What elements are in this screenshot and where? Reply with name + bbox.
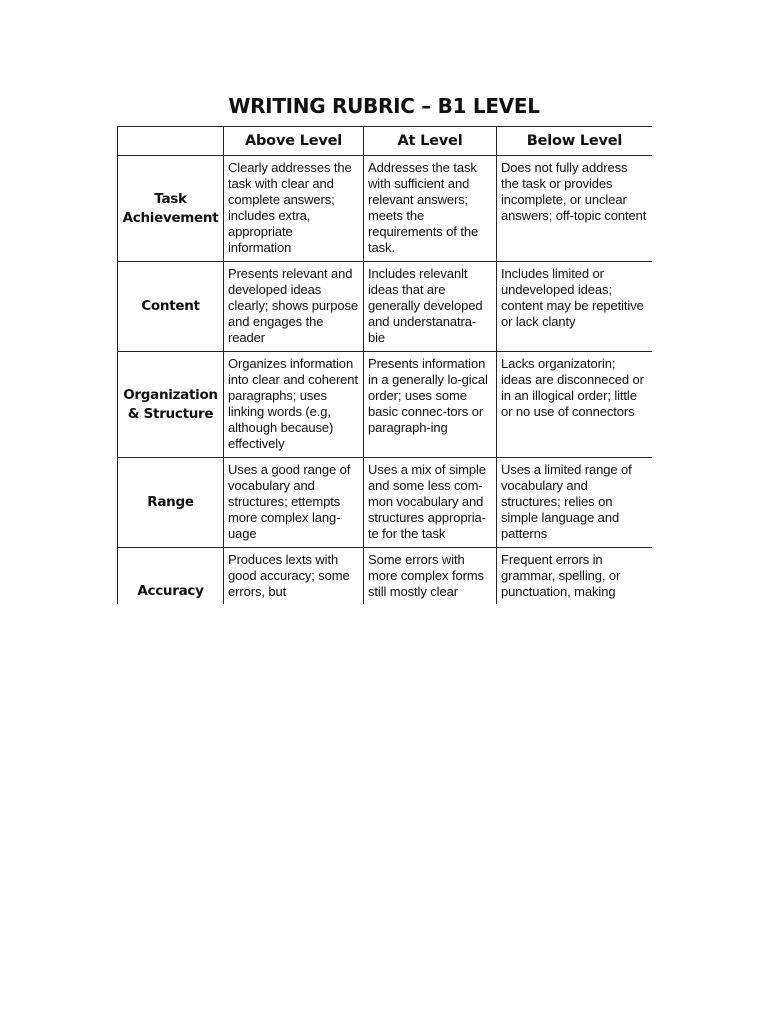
below-level-cell: Lacks organizatorin; ideas are disconneced or in an illogical order; little or no use of connectors: [497, 352, 653, 458]
rubric-table: [117, 126, 652, 604]
criterion-cell: [118, 156, 224, 262]
header-cell-criterion: [118, 127, 224, 156]
header-row: [118, 127, 653, 156]
below-level-cell: Does not fully address the task or provides incomplete, or unclear answers; off-topic content: [497, 156, 653, 262]
at-level-cell: Includes relevanlt ideas that are generally developed and understanatra-bie: [364, 262, 497, 352]
criterion-cell: [118, 548, 224, 605]
criterion-cell: [118, 458, 224, 548]
below-level-cell: Frequent errors in grammar, spelling, or punctuation, making: [497, 548, 653, 605]
criterion-cell: [118, 262, 224, 352]
criterion-label: Task Achievement: [122, 190, 219, 226]
table-row: [118, 352, 653, 458]
criterion-label: Organization & Structure: [123, 386, 218, 422]
at-level-cell: Some errors with more complex forms still mostly clear: [364, 548, 497, 605]
above-level-cell: Presents relevant and developed ideas clearly; shows purpose and engages the reader: [224, 262, 364, 352]
header-cell-at-level: At Level: [364, 127, 497, 156]
table-row: [118, 458, 653, 548]
header-cell-below-level: Below Level: [497, 127, 653, 156]
above-level-cell: Produces lexts with good accuracy; some errors, but: [224, 548, 364, 605]
rubric-table-container: [117, 126, 652, 604]
table-row: [118, 262, 653, 352]
at-level-cell: Presents information in a generally lo-gical order; uses some basic connec-tors or paragraph-ing: [364, 352, 497, 458]
above-level-cell: Clearly addresses the task with clear and complete answers; includes extra, appropriate information: [224, 156, 364, 262]
criterion-label: Range: [147, 494, 194, 510]
header-cell-above-level: Above Level: [224, 127, 364, 156]
below-level-cell: Uses a limited range of vocabulary and structures; relies on simple language and patterns: [497, 458, 653, 548]
above-level-cell: Organizes information into clear and coherent paragraphs; uses linking words (e.g, although because) effectively: [224, 352, 364, 458]
at-level-cell: Addresses the task with sufficient and relevant answers; meets the requirements of the task.: [364, 156, 497, 262]
at-level-cell: Uses a mix of simple and some less com-mon vocabulary and structures appropria-te for the task: [364, 458, 497, 548]
above-level-cell: Uses a good range of vocabulary and structures; ettempts more complex lang-uage: [224, 458, 364, 548]
criterion-cell: [118, 352, 224, 458]
table-row: [118, 548, 653, 605]
criterion-label: Content: [141, 298, 200, 314]
criterion-label: Accuracy: [137, 583, 204, 599]
page-title: WRITING RUBRIC – B1 LEVEL: [228, 94, 540, 118]
table-row: [118, 156, 653, 262]
below-level-cell: Includes limited or undeveloped ideas; content may be repetitive or lack clanty: [497, 262, 653, 352]
